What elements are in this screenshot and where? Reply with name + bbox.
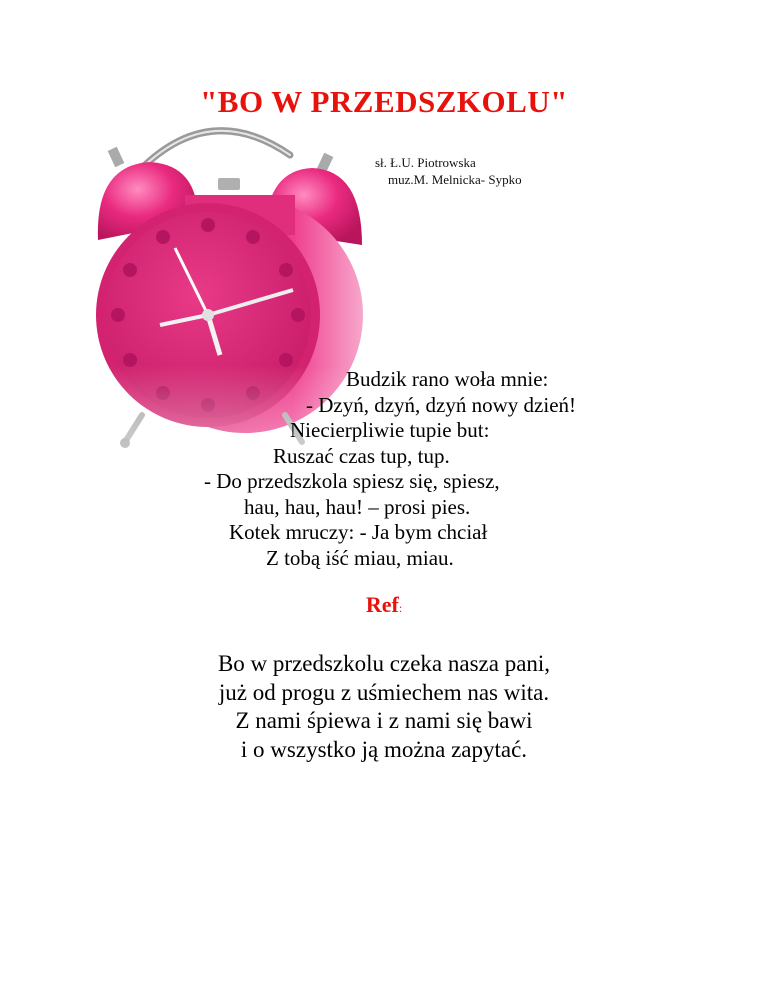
verse-line: Niecierpliwie tupie but: [290,418,490,442]
song-title: "BO W PRZEDSZKOLU" [200,84,568,119]
chorus-line: i o wszystko ją można zapytać. [240,736,528,762]
verse-line: - Do przedszkola spiesz się, spiesz, [204,469,500,493]
song-credits [375,154,522,188]
verse-line: Ruszać czas tup, tup. [273,443,450,468]
lyrics-credit: sł. Ł.U. Piotrowska [375,155,476,170]
chorus [0,650,768,764]
chorus-line: już od progu z uśmiechem nas wita. [218,679,550,705]
verse-line: Kotek mruczy: - Ja bym chciał [229,520,488,544]
verse-line: Z tobą iść miau, miau. [266,545,454,570]
verse-line: Budzik rano woła mnie: [346,367,549,391]
chorus-line: Z nami śpiewa i z nami się bawi [235,708,533,733]
verse [0,367,768,571]
verse-line: hau, hau, hau! – prosi pies. [244,494,471,519]
music-credit: muz.M. Melnicka- Sypko [388,172,522,187]
chorus-line: Bo w przedszkolu czeka nasza pani, [217,651,551,676]
refrain-colon: : [398,601,403,615]
refrain-label-text: Ref [365,592,399,617]
verse-line: - Dzyń, dzyń, dzyń nowy dzień! [306,392,577,417]
refrain-label [0,592,768,618]
